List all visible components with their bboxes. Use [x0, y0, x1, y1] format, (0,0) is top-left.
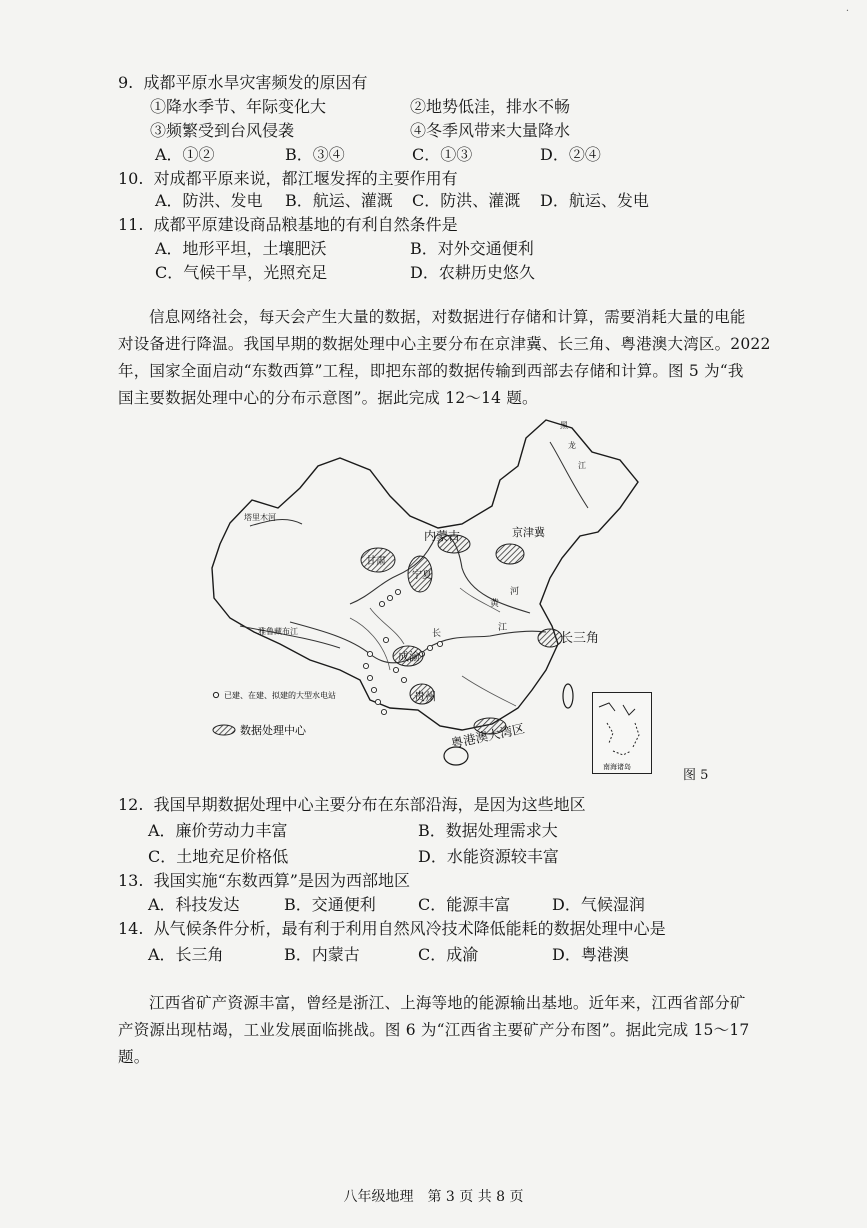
q13-choice-a: A．科技发达 [148, 895, 240, 914]
q11-choice-b: B．对外交通便利 [410, 239, 534, 258]
passage-1-line-3: 年，国家全面启动“东数西算”工程，即把东部的数据传输到西部去存储和计算。图 5 为“我 [118, 362, 744, 380]
q12-choice-b: B．数据处理需求大 [418, 821, 558, 840]
passage-1-line-4: 国主要数据处理中心的分布示意图”。据此完成 12～14 题。 [118, 389, 538, 407]
question-9-text: 成都平原水旱灾害频发的原因有 [143, 73, 368, 92]
q10-choice-d: D．航运、发电 [540, 191, 649, 210]
passage-2-line-1: 江西省矿产资源丰富，曾经是浙江、上海等地的能源输出基地。近年来，江西省部分矿 [149, 994, 746, 1012]
q11-choice-d: D．农耕历史悠久 [410, 263, 535, 282]
label-jiang: 江 [498, 622, 508, 632]
label-long: 龙 [568, 441, 576, 450]
q9-choice-a: A．①② [155, 145, 215, 164]
label-ningxia: 宁夏 [412, 570, 432, 581]
question-11-text: 成都平原建设商品粮基地的有利自然条件是 [153, 215, 458, 234]
q9-item-4: ④冬季风带来大量降水 [410, 121, 571, 140]
label-yarlung: 雅鲁藏布江 [258, 627, 298, 636]
question-13-text: 我国实施“东数西算”是因为西部地区 [153, 871, 410, 890]
question-14-number: 14. [118, 919, 144, 938]
q14-choice-a: A．长三角 [148, 945, 224, 964]
passage-1-line-2: 对设备进行降温。我国早期的数据处理中心主要分布在京津冀、长三角、粤港澳大湾区。2022 [118, 335, 771, 353]
q12-choice-c: C．土地充足价格低 [148, 847, 289, 866]
passage-jiangxi-minerals [118, 990, 782, 1071]
label-tarim: 塔里木河 [244, 513, 276, 522]
q9-item-2: ②地势低洼，排水不畅 [410, 97, 571, 116]
q11-choice-a: A．地形平坦，土壤肥沃 [155, 239, 327, 258]
question-14-text: 从气候条件分析，最有利于利用自然风冷技术降低能耗的数据处理中心是 [153, 919, 666, 938]
q10-choice-c: C．防洪、灌溉 [412, 191, 521, 210]
label-yellow: 黄 [490, 598, 500, 608]
q9-choice-d: D．②④ [540, 145, 601, 164]
china-data-center-map [200, 408, 648, 776]
label-changsanjiao: 长三角 [560, 630, 600, 645]
question-11-stem [118, 214, 458, 236]
q9-choice-b: B．③④ [285, 145, 345, 164]
q11-choice-c: C．气候干旱，光照充足 [155, 263, 328, 282]
q10-choice-a: A．防洪、发电 [155, 191, 263, 210]
question-10-stem [118, 168, 458, 190]
q12-choice-d: D．水能资源较丰富 [418, 847, 559, 866]
passage-1-line-1: 信息网络社会，每天会产生大量的数据，对数据进行存储和计算，需要消耗大量的电能 [149, 308, 746, 326]
legend-center-symbol [213, 725, 235, 735]
minor-river-1 [350, 618, 390, 670]
inset-islands [593, 693, 651, 773]
question-14-stem [118, 918, 666, 940]
label-yangtze: 长 [432, 628, 442, 638]
question-10-number: 10. [118, 169, 144, 188]
label-jingjinji: 京津冀 [512, 527, 545, 539]
q14-choice-c: C．成渝 [418, 945, 479, 964]
q12-choice-a: A．廉价劳动力丰富 [148, 821, 288, 840]
label-gansu: 甘肃 [366, 556, 386, 567]
label-guizhou: 贵州 [414, 691, 436, 703]
center-changsanjiao [538, 629, 562, 647]
taiwan-island [563, 684, 573, 708]
label-yuegangao: 粤港澳大湾区 [449, 721, 527, 751]
question-12-text: 我国早期数据处理中心主要分布在东部沿海，是因为这些地区 [153, 795, 586, 814]
q9-choice-c: C．①③ [412, 145, 473, 164]
legend-dam-text: 已建、在建、拟建的大型水电站 [224, 691, 336, 700]
center-jingjinji [496, 544, 524, 564]
question-13-number: 13. [118, 871, 144, 890]
passage-data-center [118, 304, 782, 412]
q13-choice-b: B．交通便利 [284, 895, 376, 914]
passage-2-line-3: 题。 [118, 1048, 150, 1066]
page-footer: 八年级地理 第 3 页 共 8 页 [343, 1189, 524, 1205]
label-heilong: 黑 [560, 421, 568, 430]
passage-2-line-2: 产资源出现枯竭，工业发展面临挑战。图 6 为“江西省主要矿产分布图”。据此完成 15～17 [118, 1021, 750, 1039]
label-he: 河 [510, 586, 520, 596]
inset-label: 南海诸岛 [603, 764, 631, 771]
scan-mark: · [845, 6, 849, 17]
q10-choice-b: B．航运、灌溉 [285, 191, 393, 210]
label-neimenggu: 内蒙古 [424, 529, 461, 543]
question-12-number: 12. [118, 795, 144, 814]
south-china-sea-inset [592, 692, 652, 774]
minor-river-3 [462, 676, 516, 706]
label-chengyu: 成渝 [398, 651, 420, 663]
question-9-stem [118, 72, 367, 94]
question-10-text: 对成都平原来说，都江堰发挥的主要作用有 [153, 169, 458, 188]
legend-dam-symbol [213, 692, 218, 697]
label-jiang2: 江 [578, 461, 586, 470]
q13-choice-d: D．气候湿润 [552, 895, 645, 914]
question-9-number: 9. [118, 73, 134, 92]
q9-item-1: ①降水季节、年际变化大 [150, 97, 327, 116]
question-13-stem [118, 870, 410, 892]
legend-center-text: 数据处理中心 [240, 725, 306, 737]
q14-choice-d: D．粤港澳 [552, 945, 629, 964]
figure-5-label: 图 5 [683, 768, 709, 783]
heilongjiang-river [550, 442, 588, 508]
q14-choice-b: B．内蒙古 [284, 945, 360, 964]
question-12-stem [118, 794, 586, 816]
q9-item-3: ③频繁受到台风侵袭 [150, 121, 295, 140]
question-11-number: 11. [118, 215, 144, 234]
q13-choice-c: C．能源丰富 [418, 895, 511, 914]
